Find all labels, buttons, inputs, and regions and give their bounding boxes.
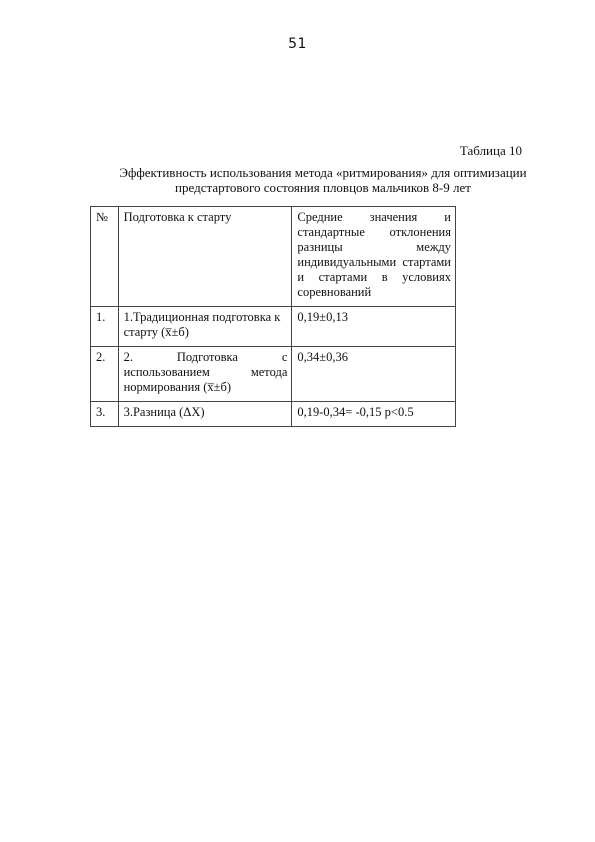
table-row: [91, 347, 456, 402]
table-caption: Эффективность использования метода «ритмирования» для оптимизации предстартового состояния пловцов мальчиков 8-9 лет: [119, 165, 527, 195]
row-value: 0,34±0,36: [292, 347, 456, 402]
row-preparation-xbar: x̅: [165, 325, 172, 339]
row-number: 2.: [91, 347, 119, 402]
results-table: [90, 206, 456, 427]
row-preparation-text: 1.Традиционная подготовка к старту (: [123, 310, 281, 339]
row-value: 0,19-0,34= -0,15 p<0.5: [292, 402, 456, 427]
row-preparation: [118, 347, 292, 402]
table-header-row: [91, 207, 456, 307]
header-mean-values: Средние значения и стандартные отклонения разницы между индивидуальными стартами и стартами в условиях соревнований: [292, 207, 456, 307]
row-preparation-tail: ±б): [171, 325, 189, 339]
row-preparation-text: 2. Подготовка с использованием метода нормирования (: [123, 350, 288, 394]
table-row: [91, 402, 456, 427]
row-number: 1.: [91, 307, 119, 347]
row-preparation: [118, 307, 292, 347]
table-label: Таблица 10: [459, 143, 522, 158]
row-value: 0,19±0,13: [292, 307, 456, 347]
row-preparation-xbar: x̅: [207, 380, 214, 394]
header-number: №: [91, 207, 119, 307]
row-preparation: 3.Разница (ΔX): [118, 402, 292, 427]
header-preparation: Подготовка к старту: [118, 207, 292, 307]
table-row: [91, 307, 456, 347]
page-number: 51: [288, 36, 307, 52]
row-preparation-tail: ±б): [213, 380, 232, 394]
row-number: 3.: [91, 402, 119, 427]
